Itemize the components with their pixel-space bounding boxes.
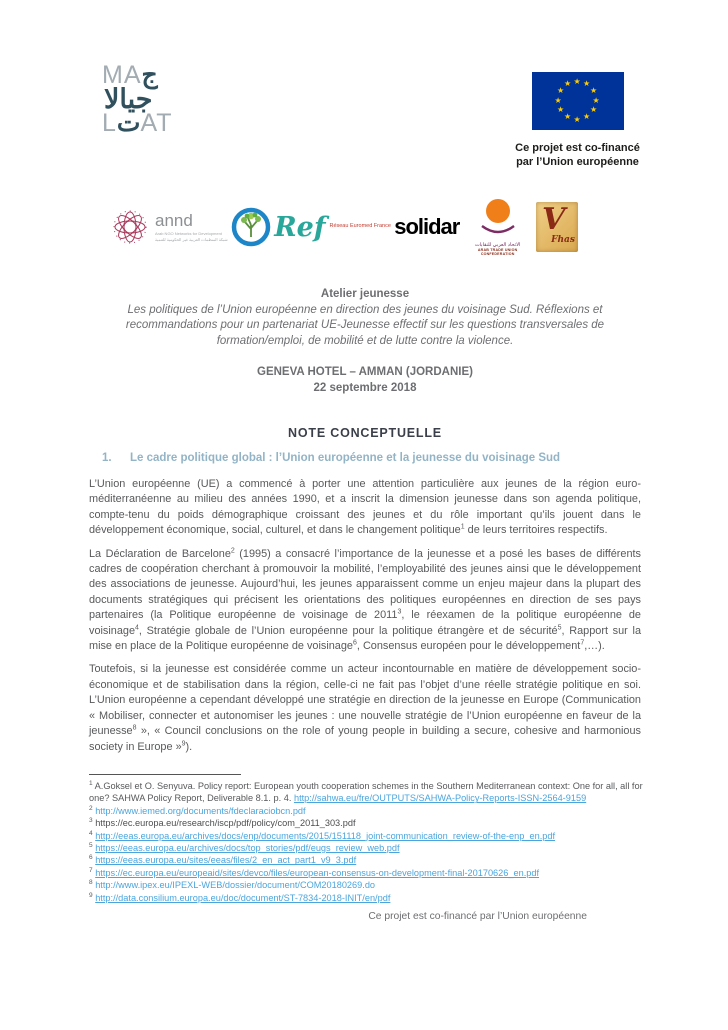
eu-star-icon: ★ xyxy=(573,76,581,86)
footnote: $^6$ https://eeas.europa.eu/sites/eeas/files/2_en_act_part1_v9_3.pdf xyxy=(89,854,357,866)
ref-subtext: Réseau Euromed France xyxy=(329,222,391,229)
footnote-link[interactable]: https://ec.europa.eu/europeaid/sites/devco/files/european-consensus-on-development-final-20170626_en.pdf xyxy=(95,867,540,878)
footnote: $^1$ A.Goksel et O. Senyuva. Policy report: European youth cooperation schemes in the Southern Mediterranean context: One for all, all for one? SAHWA Policy Report, Deliverable 8.1. p. 4. http://sahwa.eu/fre/OUTPUTS/SAHWA-Policy-Reports-ISSN-2564-9159 xyxy=(89,779,643,804)
title-block xyxy=(89,287,641,396)
ref-logo xyxy=(274,211,391,243)
section-number: 1. xyxy=(102,452,112,464)
solidar-logo: solidar xyxy=(394,214,460,239)
body-text xyxy=(89,477,641,763)
footnote-link[interactable]: http://data.consilium.europa.eu/doc/document/ST-7834-2018-INIT/en/pdf xyxy=(95,892,391,903)
footnote-link[interactable]: http://www.iemed.org/documents/fdeclaraciobcn.pdf xyxy=(95,805,306,816)
footnote: $^2$ http://www.iemed.org/documents/fdeclaraciobcn.pdf xyxy=(89,804,306,816)
eu-star-icon: ★ xyxy=(583,79,591,89)
footnote-link[interactable]: https://eeas.europa.eu/archives/docs/top_stories/pdf/eugs_review_web.pdf xyxy=(95,843,400,854)
eu-star-icon: ★ xyxy=(573,114,581,124)
paragraph-1: L’Union européenne (UE) a commencé à porter une attention particulière aux jeunes de la région euro-méditerranéenne au milieu des années 1990, et a inscrit la dimension jeunesse dans son agenda politique, compte-tenu du poids démographique croissant des jeunes et du rôle important qu’ils jouent dans le développement économique, social, culturel, et dans le changement politique$^1$ de leurs territoires respectifs. xyxy=(89,478,641,537)
footnote: $^9$ http://data.consilium.europa.eu/doc/document/ST-7834-2018-INIT/en/pdf xyxy=(89,891,391,903)
annd-wordmark: annd xyxy=(155,210,193,230)
ref-wordmark: Ref xyxy=(274,211,326,243)
footnotes xyxy=(89,780,643,904)
eu-star-icon: ★ xyxy=(557,105,565,114)
eu-star-icon: ★ xyxy=(583,111,591,121)
eu-star-icon: ★ xyxy=(564,111,572,121)
footnote: $^4$ http://eeas.europa.eu/archives/docs/enp/documents/2015/151118_joint-communication_review-of-the-enp_en.pdf xyxy=(89,829,556,841)
section-label: Le cadre politique global : l’Union européenne et la jeunesse du voisinage Sud xyxy=(130,452,561,464)
workshop-subtitle: Les politiques de l’Union européenne en direction des jeunes du voisinage Sud. Réflexions et recommandations pour un partenariat UE-Jeunesse effectif sur les questions transversales de formation/emploi, de mobilité et de lutte contre la violence. xyxy=(125,303,605,347)
footnote: $^3$ https://ec.europa.eu/research/iscp/pdf/policy/com_2011_303.pdf xyxy=(89,817,356,829)
annd-rosette-icon xyxy=(110,207,150,247)
eu-star-icon: ★ xyxy=(554,95,562,105)
eu-star-icon: ★ xyxy=(589,105,598,114)
eu-star-icon: ★ xyxy=(557,86,565,95)
atuc-arabic-text: الاتحاد العربي للنقابات xyxy=(474,241,521,248)
eu-cofinance-block xyxy=(505,72,650,169)
majalat-logo: MAج جيالا LتAT xyxy=(102,61,173,137)
eu-star-icon: ★ xyxy=(592,95,600,105)
event-date: 22 septembre 2018 xyxy=(313,381,417,394)
venue: GENEVA HOTEL – AMMAN (JORDANIE) xyxy=(257,366,473,378)
atuc-latin-text: ARAB TRADE UNION CONFEDERATION xyxy=(477,247,518,256)
footnote-separator xyxy=(89,774,241,775)
tree-logo-icon xyxy=(231,207,271,247)
paragraph-2: La Déclaration de Barcelone$^2$ (1995) a consacré l’importance de la jeunesse et a posé les bases de différents cadres de coopération cherchant à promouvoir la mobilité, l’employabilité des jeunes ainsi que le développement des associations de jeunesse. Aujourd’hui, les jeunes apparaissent comme un enjeu majeur dans la plupart des documents stratégiques qui précisent les orientations des politiques européennes en direction de ses pays partenaires (la Politique européenne de voisinage de 2011$^3$, le réexamen de la politique européenne de voisinage$^4$, Stratégie globale de l’Union européenne pour la politique étrangère et de sécurité$^5$, Rapport sur la mise en place de la Politique européenne de voisinage$^6$, Consensus européen pour le développement$^7$,…). xyxy=(89,547,642,653)
paragraph-3: Toutefois, si la jeunesse est considérée comme un acteur incontournable en matière de développement socio-économique et de stabilisation dans la région, celle-ci ne fait pas l’objet d’une réelle stratégie politique en soi. L’Union européenne a cependant développé une stratégie en direction de la jeunesse en Europe (Communication « Mobiliser, connecter et autonomiser les jeunes : une nouvelle stratégie de l’Union européenne en faveur de la jeunesse$^8$ », « Council conclusions on the role of young people in building a secure, cohesive and harmonious society in Europe »$^9$). xyxy=(89,663,641,753)
partner-logos-row xyxy=(110,198,578,256)
majalat-logo-text: MA xyxy=(102,61,142,89)
footnote: $^5$ https://eeas.europa.eu/archives/docs/top_stories/pdf/eugs_review_web.pdf xyxy=(89,841,400,854)
eu-cofinance-caption: Ce projet est co-financé par l’Union européenne xyxy=(515,142,640,168)
footnote-link[interactable]: http://www.ipex.eu/IPEXL-WEB/dossier/document/COM20180269.do xyxy=(95,880,376,891)
footnote: $^7$ https://ec.europa.eu/europeaid/sites/devco/files/european-consensus-on-development-final-20170626_en.pdf xyxy=(89,866,540,878)
footer-cofinance-text: Ce projet est co-financé par l’Union européenne xyxy=(368,911,587,922)
workshop-title: Atelier jeunesse xyxy=(320,288,410,300)
atuc-logo xyxy=(463,199,533,256)
footnote-link[interactable]: https://eeas.europa.eu/sites/eeas/files/2_en_act_part1_v9_3.pdf xyxy=(95,855,357,866)
atuc-sun-icon xyxy=(486,199,510,223)
atuc-arc-icon xyxy=(478,224,518,236)
annd-subtext: Arab NGO Networks for Development شبكة المنظمات العربية غير الحكومية للتنمية xyxy=(155,230,228,242)
vfhas-logo: V Fhas xyxy=(536,202,578,252)
footnote-link[interactable]: http://eeas.europa.eu/archives/docs/enp/documents/2015/151118_joint-communication_review-of-the-enp_en.pdf xyxy=(95,830,556,841)
eu-star-icon: ★ xyxy=(589,86,598,95)
footnote: $^8$ http://www.ipex.eu/IPEXL-WEB/dossier/document/COM20180269.do xyxy=(89,879,376,891)
footnote-url-plain: https://ec.europa.eu/research/iscp/pdf/policy/com_2011_303.pdf xyxy=(95,818,356,829)
section-heading xyxy=(102,452,642,464)
footnote-link[interactable]: http://sahwa.eu/fre/OUTPUTS/SAHWA-Policy-Reports-ISSN-2564-9159 xyxy=(293,793,587,804)
doc-title: NOTE CONCEPTUELLE xyxy=(288,426,442,440)
annd-logo xyxy=(110,207,228,247)
eu-star-icon: ★ xyxy=(564,79,572,89)
eu-flag-icon xyxy=(532,72,624,130)
